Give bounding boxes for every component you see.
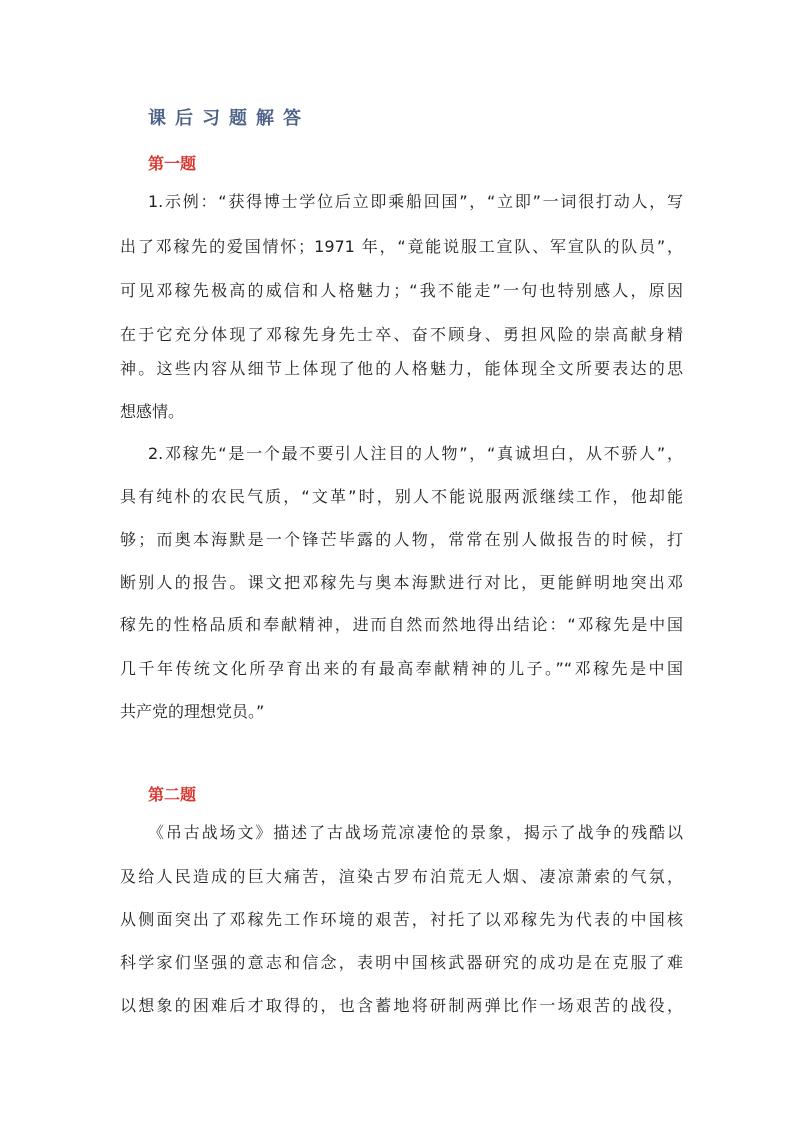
q1-line: 出了邓稼先的爱国情怀；1971 年，“竟能说服工宣队、军宣队的队员”，	[120, 237, 683, 256]
q1-line: 可见邓稼先极高的威信和人格魅力；“我不能走”一句也特别感人，原因	[120, 281, 683, 300]
q1-line: 共产党的理想党员。”	[120, 702, 265, 721]
q1-line: 1.示例：“获得博士学位后立即乘船回国”，“立即”一词很打动人，写	[148, 192, 683, 211]
q1-line: 断别人的报告。课文把邓稼先与奥本海默进行对比，更能鲜明地突出邓	[120, 573, 683, 592]
q1-line: 神。这些内容从细节上体现了他的人格魅力，能体现全文所要表达的思	[120, 359, 683, 378]
q1-line: 在于它充分体现了邓稼先身先士卒、奋不顾身、勇担风险的崇高献身精	[120, 325, 683, 344]
q1-line: 几千年传统文化所孕育出来的有最高奉献精神的儿子。”“邓稼先是中国	[120, 659, 683, 678]
q1-line: 2.邓稼先“是一个最不要引人注目的人物”，“真诚坦白，从不骄人”，	[148, 444, 683, 463]
q2-line: 科学家们坚强的意志和信念，表明中国核武器研究的成功是在克服了难	[120, 953, 683, 972]
q2-line: 《吊古战场文》描述了古战场荒凉凄怆的景象，揭示了战争的残酷以	[148, 823, 683, 842]
question-1-heading: 第一题	[148, 154, 197, 173]
q1-line: 稼先的性格品质和奉献精神，进而自然而然地得出结论：“邓稼先是中国	[120, 615, 683, 634]
q2-line: 从侧面突出了邓稼先工作环境的艰苦，衬托了以邓稼先为代表的中国核	[120, 910, 683, 929]
section-title: 课后习题解答	[148, 108, 310, 129]
q2-line: 以想象的困难后才取得的，也含蓄地将研制两弹比作一场艰苦的战役，	[120, 996, 683, 1015]
q1-line: 够；而奥本海默是一个锋芒毕露的人物，常常在别人做报告的时候，打	[120, 530, 683, 549]
q1-line: 具有纯朴的农民气质，“文革”时，别人不能说服两派继续工作，他却能	[120, 487, 683, 506]
question-2-heading: 第二题	[148, 785, 197, 804]
q1-line: 想感情。	[120, 402, 185, 421]
q2-line: 及给人民造成的巨大痛苦，渲染古罗布泊荒无人烟、凄凉萧索的气氛，	[120, 867, 683, 886]
